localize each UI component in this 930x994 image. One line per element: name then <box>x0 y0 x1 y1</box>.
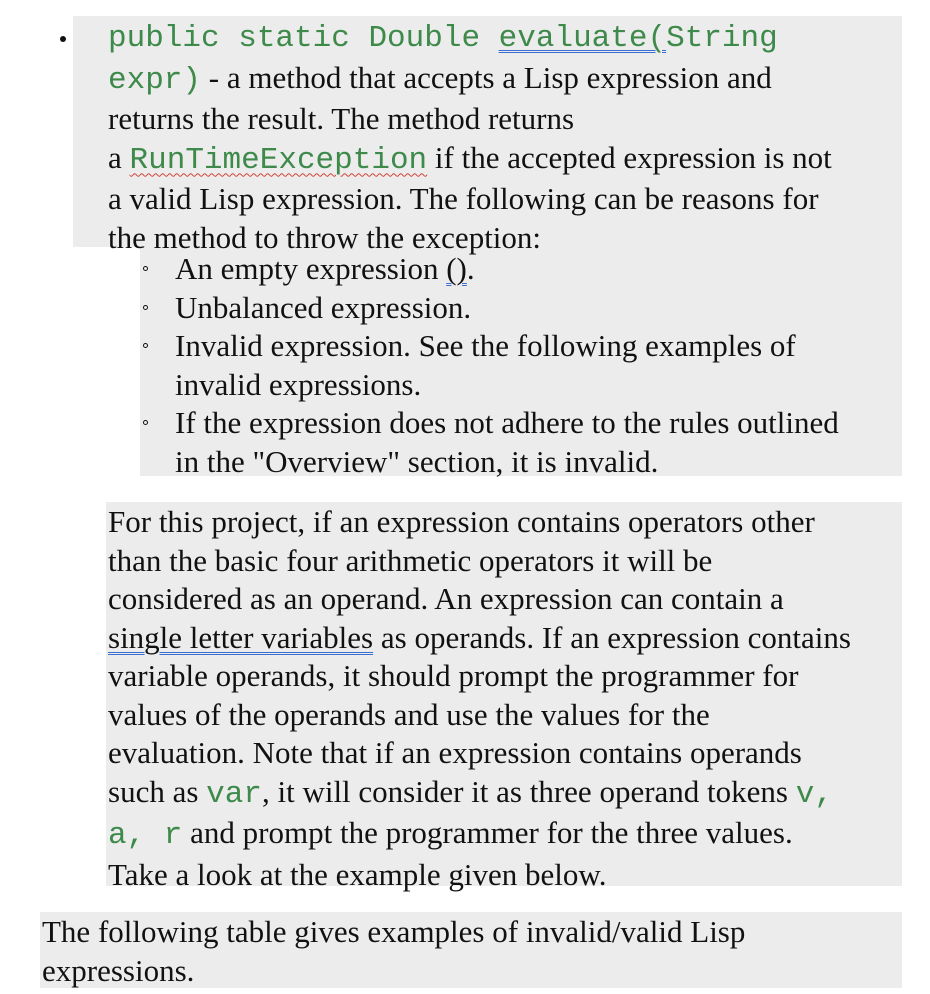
reason-text-cont: in the "Overview" section, it is invalid. <box>175 443 659 479</box>
method-description <box>108 17 832 257</box>
note-line: considered as an operand. An expression can contain a <box>108 581 784 616</box>
method-desc-1: - a method that accepts a Lisp expression and <box>201 59 772 95</box>
operand-note-paragraph <box>108 503 851 894</box>
reason-text: Unbalanced expression. <box>175 289 472 325</box>
note-line: evaluation. Note that if an expression contains operands <box>108 735 802 770</box>
single-letter-variables-link[interactable]: single letter variables <box>108 619 374 655</box>
table-intro-line: expressions. <box>42 952 195 988</box>
list-item <box>175 327 839 404</box>
method-param: expr) <box>108 62 202 98</box>
note-line: values of the operands and use the values for the <box>108 696 710 732</box>
exception-name: RunTimeException <box>129 142 428 178</box>
circle-bullet-icon <box>143 420 148 425</box>
list-item <box>175 289 839 328</box>
reason-tail: . <box>466 251 475 286</box>
circle-bullet-icon <box>143 305 148 310</box>
method-signature-type: String <box>666 21 778 56</box>
list-item <box>175 404 839 481</box>
list-item <box>175 250 839 289</box>
note-line: variable operands, it should prompt the programmer for <box>108 658 799 693</box>
empty-expression-link[interactable]: () <box>446 251 467 286</box>
circle-bullet-icon <box>143 343 148 348</box>
reason-text: An empty expression <box>175 251 447 286</box>
table-intro-line: The following table gives examples of invalid/valid Lisp <box>42 914 746 949</box>
method-desc-3-prefix: a <box>108 139 130 175</box>
v-token-code: v, <box>795 776 833 812</box>
note-line: For this project, if an expression contains operators other <box>108 504 815 539</box>
var-code: var <box>206 776 262 812</box>
method-desc-2: returns the result. The method returns <box>108 101 575 136</box>
a-r-token-code: a, r <box>108 818 183 853</box>
note-line: such as <box>108 773 207 809</box>
method-desc-4: a valid Lisp expression. The following can be reasons for <box>108 181 819 216</box>
evaluate-link[interactable]: evaluate( <box>498 21 667 56</box>
method-desc-5: the method to throw the exception: <box>108 219 542 255</box>
reason-text: Invalid expression. See the following examples of <box>175 328 796 363</box>
reason-text: If the expression does not adhere to the rules outlined <box>175 405 839 440</box>
reason-text-cont: invalid expressions. <box>175 366 422 402</box>
note-line: , it will consider it as three operand tokens <box>261 773 796 809</box>
circle-bullet-icon <box>143 266 148 271</box>
table-intro-paragraph <box>42 913 745 990</box>
method-desc-3-suffix: if the accepted expression is not <box>427 139 832 175</box>
reasons-list <box>175 250 839 481</box>
note-line: as operands. If an expression contains <box>373 619 851 655</box>
note-line: and prompt the programmer for the three values. <box>182 815 793 850</box>
note-line: than the basic four arithmetic operators it will be <box>108 542 713 578</box>
bullet-marker <box>60 36 66 42</box>
note-line: Take a look at the example given below. <box>108 856 607 892</box>
method-signature: public static Double <box>108 21 499 56</box>
